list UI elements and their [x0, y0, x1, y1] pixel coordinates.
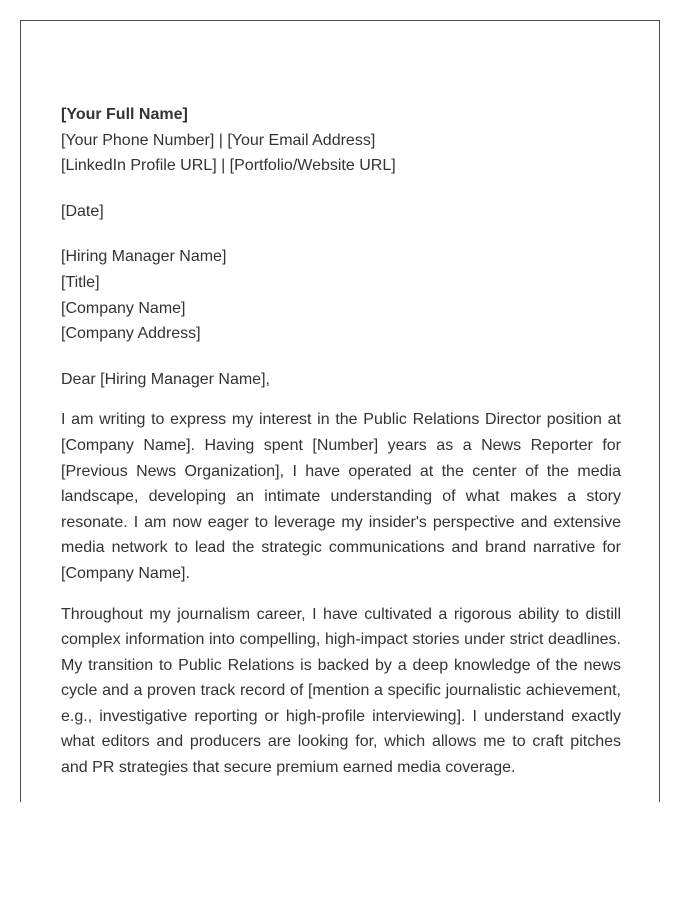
letter-date: [Date]: [61, 202, 104, 220]
recipient-company: [Company Name]: [61, 299, 186, 317]
cover-letter-content: [61, 102, 621, 781]
recipient-title: [Title]: [61, 273, 100, 291]
salutation: Dear [Hiring Manager Name],: [61, 370, 270, 388]
sender-contact-line: [Your Phone Number] | [Your Email Address]: [61, 131, 376, 149]
recipient-block: [61, 244, 621, 346]
sender-full-name: [Your Full Name]: [61, 106, 188, 123]
recipient-name: [Hiring Manager Name]: [61, 248, 227, 266]
sender-header: [61, 102, 621, 179]
document-page: [20, 20, 660, 802]
body-paragraph-2: Throughout my journalism career, I have cultivated a rigorous ability to distill complex information into compelling, high-impact stories under strict deadlines. My transition to Public Relations is backed by a deep knowledge of the news cycle and a proven track record of [mention a specific journalistic achievement, e.g., investigative reporting or high-profile interviewing]. I understand exactly what editors and producers are looking for, which allows me to craft pitches and PR strategies that secure premium earned media coverage.: [61, 605, 621, 777]
recipient-address: [Company Address]: [61, 325, 201, 343]
salutation-block: [61, 367, 621, 393]
sender-links-line: [LinkedIn Profile URL] | [Portfolio/Website URL]: [61, 157, 396, 175]
letter-date-block: [61, 199, 621, 225]
body-paragraph-1: I am writing to express my interest in the Public Relations Director position at [Company Name]. Having spent [Number] years as a News Reporter for [Previous News Organization], I have operated at the center of the media landscape, developing an intimate understanding of what makes a story resonate. I am now eager to leverage my insider's perspective and extensive media network to lead the strategic communications and brand narrative for [Company Name].: [61, 411, 621, 582]
